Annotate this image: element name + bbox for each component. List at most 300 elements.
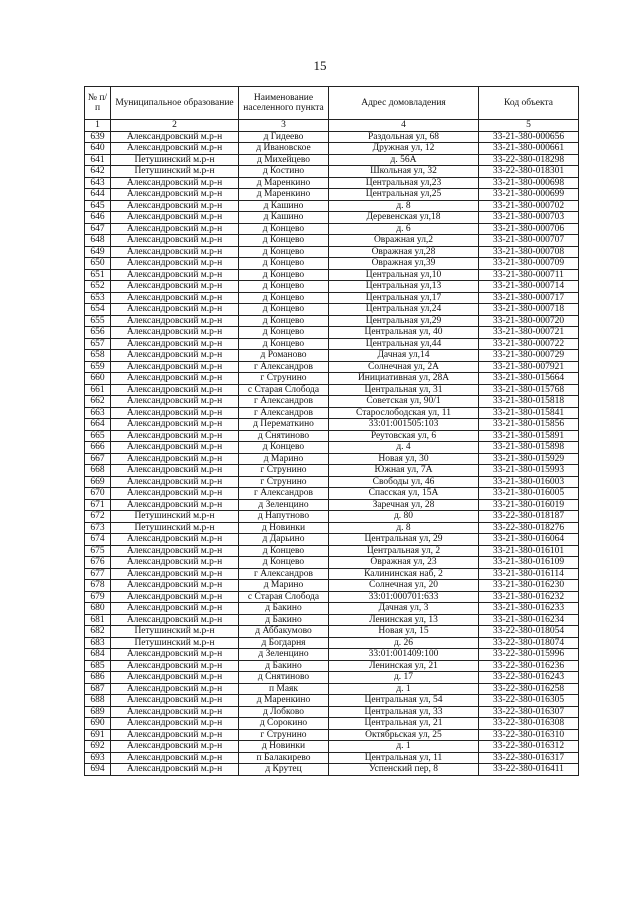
- settlement-cell: д Бакино: [239, 603, 329, 615]
- address-cell: Центральная ул,44: [329, 338, 479, 350]
- object-code-cell: 33-21-380-000709: [479, 258, 579, 270]
- row-number-cell: 683: [85, 637, 111, 649]
- municipality-cell: Александровский м.р-н: [111, 419, 239, 431]
- settlement-cell: д Концево: [239, 338, 329, 350]
- settlement-cell: г Александров: [239, 407, 329, 419]
- address-cell: Ленинская ул, 13: [329, 614, 479, 626]
- table-row: [85, 281, 579, 293]
- table-row: [85, 292, 579, 304]
- settlement-cell: д Концево: [239, 442, 329, 454]
- row-number-cell: 644: [85, 189, 111, 201]
- address-cell: Инициативная ул, 28А: [329, 373, 479, 385]
- row-number-cell: 662: [85, 396, 111, 408]
- settlement-cell: г Александров: [239, 568, 329, 580]
- municipality-cell: Александровский м.р-н: [111, 384, 239, 396]
- settlement-cell: д Концево: [239, 315, 329, 327]
- municipality-cell: Петушинский м.р-н: [111, 154, 239, 166]
- row-number-cell: 647: [85, 223, 111, 235]
- table-row: [85, 453, 579, 465]
- table-row: [85, 189, 579, 201]
- address-cell: Новая ул, 15: [329, 626, 479, 638]
- object-code-cell: 33-21-380-000656: [479, 131, 579, 143]
- table-row: [85, 212, 579, 224]
- table-row: [85, 695, 579, 707]
- row-number-cell: 688: [85, 695, 111, 707]
- municipality-cell: Александровский м.р-н: [111, 396, 239, 408]
- address-cell: Деревенская ул,18: [329, 212, 479, 224]
- municipality-cell: Александровский м.р-н: [111, 407, 239, 419]
- column-number: 5: [479, 120, 579, 132]
- address-cell: Центральная ул,23: [329, 177, 479, 189]
- object-code-cell: 33-22-380-016411: [479, 764, 579, 776]
- table-row: [85, 131, 579, 143]
- object-code-cell: 33-21-380-015993: [479, 465, 579, 477]
- table-row: [85, 166, 579, 178]
- settlement-cell: д Концево: [239, 545, 329, 557]
- table-row: [85, 465, 579, 477]
- municipality-cell: Александровский м.р-н: [111, 614, 239, 626]
- row-number-cell: 663: [85, 407, 111, 419]
- municipality-cell: Александровский м.р-н: [111, 442, 239, 454]
- table-row: [85, 338, 579, 350]
- object-code-cell: 33-22-380-018276: [479, 522, 579, 534]
- settlement-cell: д Аббакумово: [239, 626, 329, 638]
- row-number-cell: 661: [85, 384, 111, 396]
- row-number-cell: 694: [85, 764, 111, 776]
- settlement-cell: с Старая Слобода: [239, 384, 329, 396]
- municipality-cell: Александровский м.р-н: [111, 189, 239, 201]
- settlement-cell: г Александров: [239, 488, 329, 500]
- settlement-cell: д Концево: [239, 269, 329, 281]
- settlement-cell: г Струнино: [239, 373, 329, 385]
- municipality-cell: Александровский м.р-н: [111, 373, 239, 385]
- row-number-cell: 651: [85, 269, 111, 281]
- row-number-cell: 668: [85, 465, 111, 477]
- address-cell: 33:01:001505:103: [329, 419, 479, 431]
- municipality-cell: Александровский м.р-н: [111, 269, 239, 281]
- address-cell: 33:01:000701:633: [329, 591, 479, 603]
- municipality-cell: Александровский м.р-н: [111, 361, 239, 373]
- object-code-cell: 33-22-380-016307: [479, 706, 579, 718]
- table-row: [85, 752, 579, 764]
- municipality-cell: Петушинский м.р-н: [111, 511, 239, 523]
- settlement-cell: д Маренкино: [239, 189, 329, 201]
- municipality-cell: Александровский м.р-н: [111, 660, 239, 672]
- municipality-cell: Александровский м.р-н: [111, 143, 239, 155]
- object-code-cell: 33-22-380-016310: [479, 729, 579, 741]
- municipality-cell: Александровский м.р-н: [111, 683, 239, 695]
- address-cell: Ленинская ул, 21: [329, 660, 479, 672]
- object-code-cell: 33-21-380-015818: [479, 396, 579, 408]
- table-row: [85, 476, 579, 488]
- municipality-cell: Александровский м.р-н: [111, 591, 239, 603]
- municipality-cell: Александровский м.р-н: [111, 430, 239, 442]
- municipality-cell: Александровский м.р-н: [111, 672, 239, 684]
- municipality-cell: Александровский м.р-н: [111, 741, 239, 753]
- settlement-cell: с Старая Слобода: [239, 591, 329, 603]
- address-cell: Овражная ул,28: [329, 246, 479, 258]
- object-code-cell: 33-22-380-018301: [479, 166, 579, 178]
- table-row: [85, 614, 579, 626]
- object-code-cell: 33-21-380-000722: [479, 338, 579, 350]
- row-number-cell: 677: [85, 568, 111, 580]
- municipality-cell: Александровский м.р-н: [111, 465, 239, 477]
- address-cell: Центральная ул,13: [329, 281, 479, 293]
- address-cell: Центральная ул,25: [329, 189, 479, 201]
- table-row: [85, 327, 579, 339]
- row-number-cell: 653: [85, 292, 111, 304]
- header-address: Адрес домовладения: [329, 87, 479, 120]
- municipality-cell: Александровский м.р-н: [111, 649, 239, 661]
- row-number-cell: 649: [85, 246, 111, 258]
- settlement-cell: д Зеленцино: [239, 499, 329, 511]
- municipality-cell: Александровский м.р-н: [111, 603, 239, 615]
- address-cell: Новая ул, 30: [329, 453, 479, 465]
- object-code-cell: 33-21-380-015898: [479, 442, 579, 454]
- table-row: [85, 580, 579, 592]
- settlement-cell: д Концево: [239, 258, 329, 270]
- municipality-cell: Александровский м.р-н: [111, 706, 239, 718]
- table-row: [85, 373, 579, 385]
- object-code-cell: 33-21-380-000720: [479, 315, 579, 327]
- object-code-cell: 33-21-380-000661: [479, 143, 579, 155]
- object-code-cell: 33-21-380-000711: [479, 269, 579, 281]
- address-cell: Спасская ул, 15А: [329, 488, 479, 500]
- table-row: [85, 499, 579, 511]
- address-cell: Старослободская ул, 11: [329, 407, 479, 419]
- object-code-cell: 33-22-380-016243: [479, 672, 579, 684]
- settlement-cell: д Крутец: [239, 764, 329, 776]
- row-number-cell: 643: [85, 177, 111, 189]
- column-number: 2: [111, 120, 239, 132]
- object-code-cell: 33-21-380-000708: [479, 246, 579, 258]
- table-row: [85, 649, 579, 661]
- table-row: [85, 419, 579, 431]
- row-number-cell: 690: [85, 718, 111, 730]
- object-code-cell: 33-21-380-016234: [479, 614, 579, 626]
- object-code-cell: 33-21-380-000707: [479, 235, 579, 247]
- table-row: [85, 718, 579, 730]
- settlement-cell: д Снятиново: [239, 672, 329, 684]
- address-cell: Южная ул, 7А: [329, 465, 479, 477]
- row-number-cell: 669: [85, 476, 111, 488]
- table-row: [85, 384, 579, 396]
- table-row: [85, 672, 579, 684]
- table-row: [85, 430, 579, 442]
- address-cell: д. 4: [329, 442, 479, 454]
- table-row: [85, 350, 579, 362]
- address-cell: д. 56А: [329, 154, 479, 166]
- table-row: [85, 143, 579, 155]
- address-cell: Центральная ул, 40: [329, 327, 479, 339]
- object-code-cell: 33-22-380-018187: [479, 511, 579, 523]
- row-number-cell: 641: [85, 154, 111, 166]
- table-row: [85, 637, 579, 649]
- table-row: [85, 626, 579, 638]
- table-row: [85, 522, 579, 534]
- municipality-cell: Александровский м.р-н: [111, 729, 239, 741]
- municipality-cell: Александровский м.р-н: [111, 545, 239, 557]
- settlement-cell: д Гидеево: [239, 131, 329, 143]
- object-code-cell: 33-21-380-000714: [479, 281, 579, 293]
- table-row: [85, 683, 579, 695]
- municipality-cell: Александровский м.р-н: [111, 557, 239, 569]
- municipality-cell: Петушинский м.р-н: [111, 522, 239, 534]
- row-number-cell: 681: [85, 614, 111, 626]
- object-code-cell: 33-21-380-015891: [479, 430, 579, 442]
- municipality-cell: Александровский м.р-н: [111, 488, 239, 500]
- municipality-cell: Александровский м.р-н: [111, 246, 239, 258]
- table-row: [85, 396, 579, 408]
- table-body: [85, 131, 579, 775]
- object-code-cell: 33-22-380-016236: [479, 660, 579, 672]
- settlement-cell: п Балакирево: [239, 752, 329, 764]
- object-code-cell: 33-21-380-015841: [479, 407, 579, 419]
- households-table: [84, 86, 579, 776]
- row-number-cell: 640: [85, 143, 111, 155]
- header-settlement: Наименование населенного пункта: [239, 87, 329, 120]
- municipality-cell: Александровский м.р-н: [111, 131, 239, 143]
- object-code-cell: 33-22-380-015996: [479, 649, 579, 661]
- municipality-cell: Александровский м.р-н: [111, 177, 239, 189]
- address-cell: д. 80: [329, 511, 479, 523]
- settlement-cell: д Концево: [239, 235, 329, 247]
- address-cell: Овражная ул,2: [329, 235, 479, 247]
- municipality-cell: Александровский м.р-н: [111, 292, 239, 304]
- header-number: № п/п: [85, 87, 111, 120]
- table-row: [85, 407, 579, 419]
- object-code-cell: 33-21-380-016005: [479, 488, 579, 500]
- municipality-cell: Александровский м.р-н: [111, 764, 239, 776]
- object-code-cell: 33-21-380-016064: [479, 534, 579, 546]
- address-cell: Центральная ул,24: [329, 304, 479, 316]
- row-number-cell: 691: [85, 729, 111, 741]
- municipality-cell: Александровский м.р-н: [111, 499, 239, 511]
- row-number-cell: 648: [85, 235, 111, 247]
- row-number-cell: 650: [85, 258, 111, 270]
- address-cell: д. 17: [329, 672, 479, 684]
- address-cell: Калининская наб, 2: [329, 568, 479, 580]
- object-code-cell: 33-22-380-016305: [479, 695, 579, 707]
- row-number-cell: 666: [85, 442, 111, 454]
- row-number-cell: 692: [85, 741, 111, 753]
- settlement-cell: д Кашино: [239, 212, 329, 224]
- table-row: [85, 660, 579, 672]
- row-number-cell: 652: [85, 281, 111, 293]
- object-code-cell: 33-22-380-018298: [479, 154, 579, 166]
- table-row: [85, 154, 579, 166]
- municipality-cell: Александровский м.р-н: [111, 568, 239, 580]
- address-cell: Советская ул, 90/1: [329, 396, 479, 408]
- settlement-cell: д Маренкино: [239, 695, 329, 707]
- column-number: 4: [329, 120, 479, 132]
- row-number-cell: 655: [85, 315, 111, 327]
- object-code-cell: 33-22-380-018054: [479, 626, 579, 638]
- municipality-cell: Александровский м.р-н: [111, 281, 239, 293]
- address-cell: Центральная ул,17: [329, 292, 479, 304]
- object-code-cell: 33-21-380-000702: [479, 200, 579, 212]
- row-number-cell: 664: [85, 419, 111, 431]
- table-row: [85, 488, 579, 500]
- settlement-cell: г Струнино: [239, 729, 329, 741]
- settlement-cell: д Концево: [239, 557, 329, 569]
- table-row: [85, 246, 579, 258]
- column-number: 3: [239, 120, 329, 132]
- address-cell: Центральная ул, 31: [329, 384, 479, 396]
- object-code-cell: 33-21-380-015664: [479, 373, 579, 385]
- address-cell: Раздольная ул, 68: [329, 131, 479, 143]
- settlement-cell: д Лобково: [239, 706, 329, 718]
- row-number-cell: 679: [85, 591, 111, 603]
- column-numbers-row: [85, 120, 579, 132]
- settlement-cell: д Костино: [239, 166, 329, 178]
- address-cell: Успенский пер, 8: [329, 764, 479, 776]
- object-code-cell: 33-21-380-016101: [479, 545, 579, 557]
- address-cell: Овражная ул, 23: [329, 557, 479, 569]
- settlement-cell: д Новинки: [239, 522, 329, 534]
- municipality-cell: Петушинский м.р-н: [111, 166, 239, 178]
- address-cell: Дачная ул,14: [329, 350, 479, 362]
- address-cell: Овражная ул,39: [329, 258, 479, 270]
- row-number-cell: 670: [85, 488, 111, 500]
- table-row: [85, 706, 579, 718]
- municipality-cell: Александровский м.р-н: [111, 338, 239, 350]
- row-number-cell: 693: [85, 752, 111, 764]
- address-cell: Центральная ул, 21: [329, 718, 479, 730]
- address-cell: Школьная ул, 32: [329, 166, 479, 178]
- row-number-cell: 671: [85, 499, 111, 511]
- object-code-cell: 33-21-380-016109: [479, 557, 579, 569]
- settlement-cell: д Дарьино: [239, 534, 329, 546]
- row-number-cell: 658: [85, 350, 111, 362]
- table-row: [85, 741, 579, 753]
- municipality-cell: Александровский м.р-н: [111, 453, 239, 465]
- row-number-cell: 639: [85, 131, 111, 143]
- table-row: [85, 603, 579, 615]
- row-number-cell: 654: [85, 304, 111, 316]
- settlement-cell: д Снятиново: [239, 430, 329, 442]
- table-row: [85, 591, 579, 603]
- settlement-cell: д Перематкино: [239, 419, 329, 431]
- row-number-cell: 678: [85, 580, 111, 592]
- row-number-cell: 660: [85, 373, 111, 385]
- municipality-cell: Александровский м.р-н: [111, 350, 239, 362]
- municipality-cell: Александровский м.р-н: [111, 223, 239, 235]
- row-number-cell: 674: [85, 534, 111, 546]
- settlement-cell: д Концево: [239, 327, 329, 339]
- settlement-cell: д Бакино: [239, 660, 329, 672]
- settlement-cell: д Концево: [239, 281, 329, 293]
- settlement-cell: д Концево: [239, 304, 329, 316]
- municipality-cell: Александровский м.р-н: [111, 476, 239, 488]
- settlement-cell: д Ивановское: [239, 143, 329, 155]
- object-code-cell: 33-22-380-016317: [479, 752, 579, 764]
- municipality-cell: Александровский м.р-н: [111, 534, 239, 546]
- address-cell: д. 1: [329, 683, 479, 695]
- municipality-cell: Александровский м.р-н: [111, 235, 239, 247]
- settlement-cell: г Струнино: [239, 465, 329, 477]
- row-number-cell: 676: [85, 557, 111, 569]
- address-cell: Центральная ул,10: [329, 269, 479, 281]
- table-header-row: [85, 87, 579, 120]
- settlement-cell: д Михейцево: [239, 154, 329, 166]
- header-municipality: Муниципальное образование: [111, 87, 239, 120]
- municipality-cell: Александровский м.р-н: [111, 212, 239, 224]
- address-cell: Дачная ул, 3: [329, 603, 479, 615]
- object-code-cell: 33-21-380-000703: [479, 212, 579, 224]
- municipality-cell: Александровский м.р-н: [111, 315, 239, 327]
- object-code-cell: 33-21-380-007921: [479, 361, 579, 373]
- address-cell: Солнечная ул, 2А: [329, 361, 479, 373]
- settlement-cell: д Бакино: [239, 614, 329, 626]
- table-row: [85, 545, 579, 557]
- object-code-cell: 33-22-380-018074: [479, 637, 579, 649]
- settlement-cell: д Сорокино: [239, 718, 329, 730]
- row-number-cell: 656: [85, 327, 111, 339]
- row-number-cell: 642: [85, 166, 111, 178]
- municipality-cell: Александровский м.р-н: [111, 580, 239, 592]
- settlement-cell: д Романово: [239, 350, 329, 362]
- address-cell: Центральная ул, 33: [329, 706, 479, 718]
- address-cell: Центральная ул, 54: [329, 695, 479, 707]
- table-row: [85, 200, 579, 212]
- object-code-cell: 33-21-380-016232: [479, 591, 579, 603]
- address-cell: Реутовская ул, 6: [329, 430, 479, 442]
- object-code-cell: 33-21-380-000718: [479, 304, 579, 316]
- table-row: [85, 223, 579, 235]
- object-code-cell: 33-21-380-015768: [479, 384, 579, 396]
- row-number-cell: 682: [85, 626, 111, 638]
- settlement-cell: д Богдарня: [239, 637, 329, 649]
- municipality-cell: Петушинский м.р-н: [111, 637, 239, 649]
- row-number-cell: 687: [85, 683, 111, 695]
- municipality-cell: Александровский м.р-н: [111, 258, 239, 270]
- object-code-cell: 33-21-380-015856: [479, 419, 579, 431]
- settlement-cell: д Новинки: [239, 741, 329, 753]
- object-code-cell: 33-21-380-000699: [479, 189, 579, 201]
- table-row: [85, 557, 579, 569]
- settlement-cell: д Марино: [239, 580, 329, 592]
- settlement-cell: г Александров: [239, 396, 329, 408]
- table-row: [85, 511, 579, 523]
- table-row: [85, 534, 579, 546]
- address-cell: Центральная ул, 29: [329, 534, 479, 546]
- object-code-cell: 33-22-380-016312: [479, 741, 579, 753]
- object-code-cell: 33-22-380-016308: [479, 718, 579, 730]
- address-cell: д. 1: [329, 741, 479, 753]
- municipality-cell: Александровский м.р-н: [111, 695, 239, 707]
- table-row: [85, 361, 579, 373]
- settlement-cell: д Кашино: [239, 200, 329, 212]
- municipality-cell: Александровский м.р-н: [111, 200, 239, 212]
- settlement-cell: д Зеленцино: [239, 649, 329, 661]
- row-number-cell: 672: [85, 511, 111, 523]
- settlement-cell: г Александров: [239, 361, 329, 373]
- row-number-cell: 659: [85, 361, 111, 373]
- row-number-cell: 646: [85, 212, 111, 224]
- settlement-cell: д Концево: [239, 246, 329, 258]
- table-row: [85, 304, 579, 316]
- object-code-cell: 33-21-380-016019: [479, 499, 579, 511]
- object-code-cell: 33-21-380-016230: [479, 580, 579, 592]
- municipality-cell: Александровский м.р-н: [111, 327, 239, 339]
- address-cell: Центральная ул, 11: [329, 752, 479, 764]
- municipality-cell: Александровский м.р-н: [111, 718, 239, 730]
- municipality-cell: Александровский м.р-н: [111, 304, 239, 316]
- table-row: [85, 764, 579, 776]
- table-row: [85, 258, 579, 270]
- table-row: [85, 235, 579, 247]
